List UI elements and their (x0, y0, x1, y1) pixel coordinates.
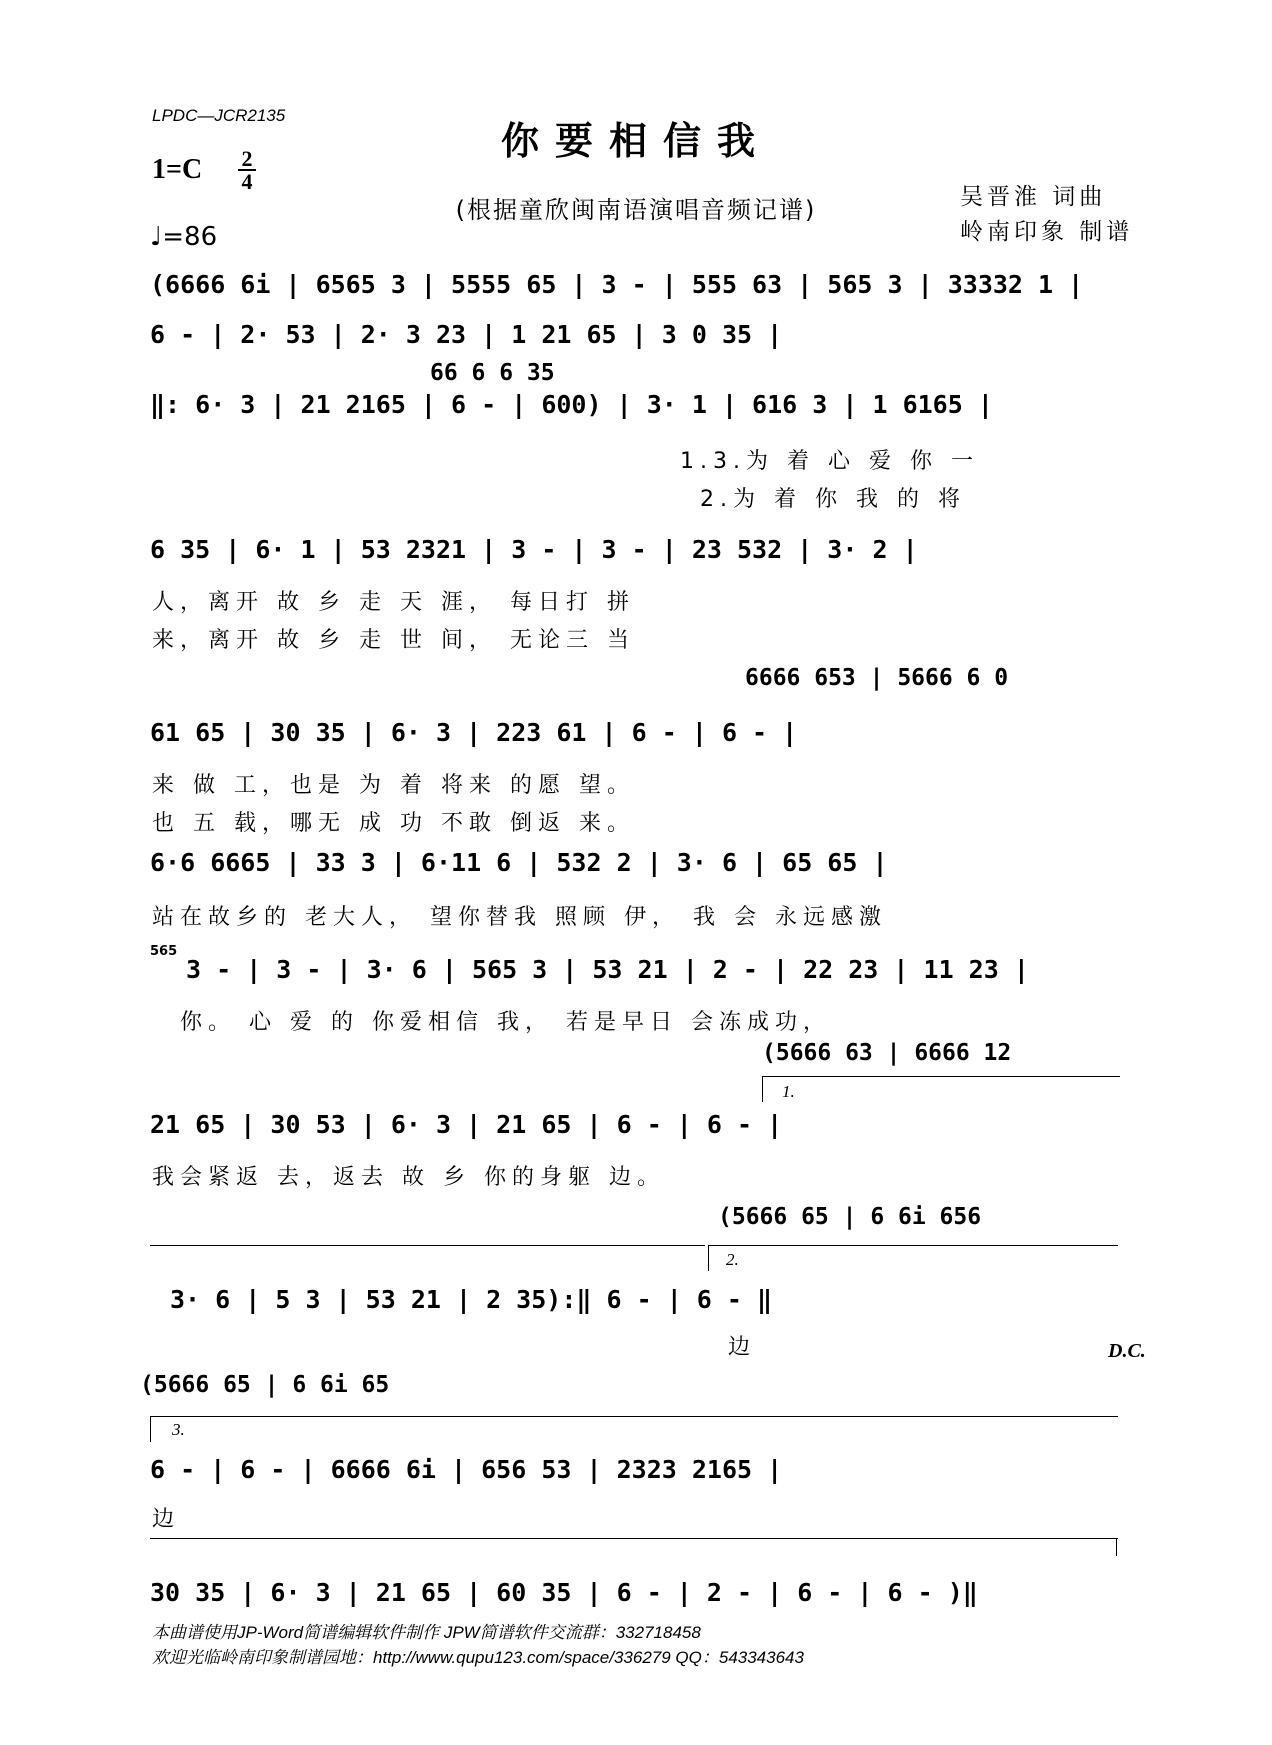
notation-line-9: 3· 6 | 5 3 | 53 21 | 2 35):‖ 6 - | 6 - ‖ (170, 1285, 773, 1314)
staff-rule-9 (150, 1245, 705, 1246)
notation-line-11: 6 - | 6 - | 6666 6i | 656 53 | 2323 2165 | (150, 1455, 783, 1484)
alt-notes-line-5: 6666 653 | 5666 6 0 (745, 665, 1009, 691)
volta-bracket-1 (762, 1076, 1120, 1077)
score-code: LPDC—JCR2135 (152, 106, 286, 125)
lyrics-line-5b: 也 五 载，哪无 成 功 不敢 倒返 来。 (152, 811, 635, 836)
staff-rule-12-edge (1116, 1538, 1117, 1556)
volta-label-3: 3. (172, 1420, 185, 1439)
volta-bracket-3-edge (150, 1416, 151, 1442)
tempo-marking: ♩=86 (150, 222, 218, 252)
song-subtitle: (根据童欣闽南语演唱音频记谱) (455, 196, 817, 224)
key-signature: 1=C (152, 154, 203, 185)
notation-line-12: 30 35 | 6· 3 | 21 65 | 60 35 | 6 - | 2 - | 6 - | 6 - )‖ (150, 1578, 978, 1607)
notation-line-3: ‖: 6· 3 | 21 2165 | 6 - | 600) | 3· 1 | 616 3 | 1 6165 | (150, 390, 993, 419)
notation-line-6: 6·6 6665 | 33 3 | 6·11 6 | 532 2 | 3· 6 | 65 65 | (150, 848, 888, 877)
volta-bracket-3 (150, 1416, 1118, 1417)
volta-bracket-1-edge (762, 1076, 763, 1102)
notation-line-4: 6 35 | 6· 1 | 53 2321 | 3 - | 3 - | 23 532 | 3· 2 | (150, 535, 918, 564)
volta-label-2: 2. (726, 1250, 739, 1269)
song-title: 你要相信我 (500, 119, 771, 163)
lyrics-line-9: 边 (728, 1335, 757, 1360)
composer-credit: 吴晋淮 词曲 (960, 184, 1107, 210)
lyrics-line-6: 站在故乡的 老大人， 望你替我 照顾 伊， 我 会 永远感激 (152, 905, 887, 930)
notation-line-8: 21 65 | 30 53 | 6· 3 | 21 65 | 6 - | 6 - | (150, 1110, 783, 1139)
footer-line-2: 欢迎光临岭南印象制谱园地：http://www.qupu123.com/space/336279 QQ：543343643 (152, 1648, 804, 1667)
staff-rule-12 (150, 1538, 1118, 1539)
notation-line-7: 3 - | 3 - | 3· 6 | 565 3 | 53 21 | 2 - | 22 23 | 11 23 | (186, 955, 1029, 984)
alt-notes-line-10: (5666 65 | 6 6i 65 (140, 1372, 390, 1398)
da-capo-mark: D.C. (1108, 1340, 1146, 1362)
lyrics-line-4b: 来，离开 故 乡 走 世 间， 无论三 当 (152, 628, 635, 653)
footer-line-1: 本曲谱使用JP-Word简谱编辑软件制作 JPW简谱软件交流群：332718458 (152, 1623, 701, 1642)
notation-line-2: 6 - | 2· 53 | 2· 3 23 | 1 21 65 | 3 0 35 | (150, 320, 783, 349)
notation-line-5: 61 65 | 30 35 | 6· 3 | 223 61 | 6 - | 6 - | (150, 718, 798, 747)
volta-bracket-2 (708, 1245, 1118, 1246)
grace-notes: 565 (150, 944, 178, 959)
volta-label-1: 1. (782, 1082, 795, 1101)
lyrics-line-5a: 来 做 工，也是 为 着 将来 的愿 望。 (152, 773, 635, 798)
lyrics-line-3a: 1.3.为 着 心 爱 你 一 (680, 449, 979, 474)
notation-line-1: (6666 6i | 6565 3 | 5555 65 | 3 - | 555 63 | 565 3 | 33332 1 | (150, 270, 1084, 299)
lyrics-line-11: 边 (152, 1507, 181, 1532)
lyrics-line-8: 我会紧返 去，返去 故 乡 你的身躯 边。 (152, 1165, 665, 1190)
lyrics-line-7: 你。 心 爱 的 你爱相信 我， 若是早日 会冻成功， (180, 1010, 831, 1035)
arranger-credit: 岭南印象 制谱 (960, 219, 1134, 245)
lyrics-line-3b: 2.为 着 你 我 的 将 (700, 487, 966, 512)
alt-notes-line-3: 66 6 6 35 (430, 360, 555, 386)
time-signature (238, 148, 256, 192)
lyrics-line-4a: 人，离开 故 乡 走 天 涯， 每日打 拼 (152, 590, 635, 615)
alt-notes-line-8: (5666 63 | 6666 12 (762, 1040, 1012, 1066)
time-numerator: 2 (241, 146, 253, 171)
time-denominator: 4 (241, 169, 253, 194)
volta-bracket-2-edge (708, 1245, 709, 1271)
alt-notes-line-9: (5666 65 | 6 6i 656 (718, 1204, 982, 1230)
